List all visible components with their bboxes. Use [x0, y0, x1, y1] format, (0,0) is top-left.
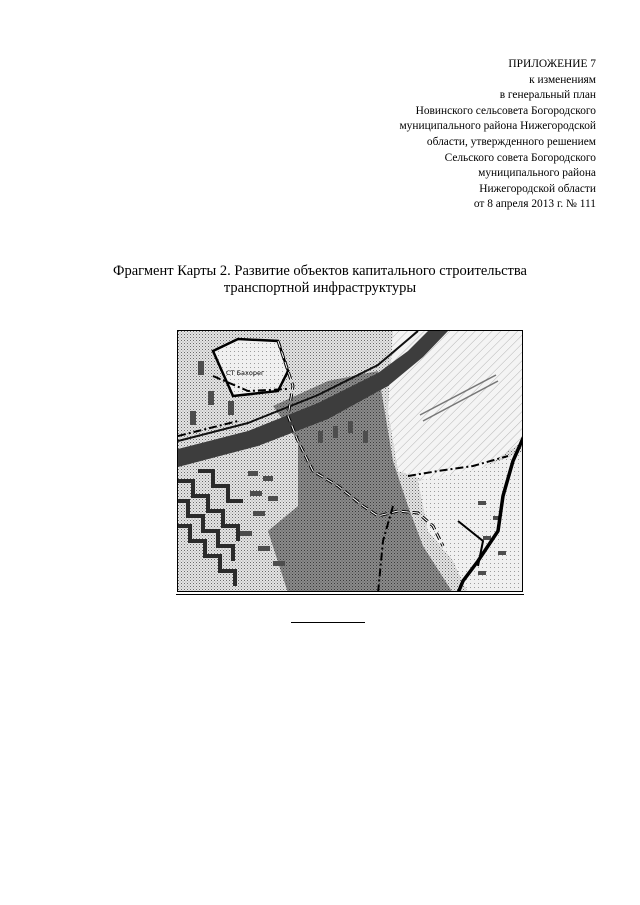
figure-caption: [100, 263, 540, 297]
map-image: [178, 331, 523, 592]
caption-line-1: Фрагмент Карты 2. Развитие объектов капитального строительства: [112, 263, 527, 279]
appendix-line: к изменениям: [529, 73, 596, 86]
appendix-line: Новинского сельсовета Богородского: [415, 104, 596, 117]
appendix-line: области, утвержденного решением: [426, 135, 596, 148]
appendix-line: Сельского совета Богородского: [444, 151, 596, 164]
map-fragment: [177, 330, 523, 592]
appendix-line: муниципального района Нижегородской: [399, 120, 596, 133]
appendix-line: в генеральный план: [499, 89, 596, 102]
appendix-line-title: ПРИЛОЖЕНИЕ 7: [508, 58, 596, 70]
caption-line-2: транспортной инфраструктуры: [223, 280, 417, 296]
footer-rule: [291, 622, 365, 623]
appendix-line-date: от 8 апреля 2013 г. № 111: [473, 198, 596, 211]
appendix-block: [276, 57, 596, 213]
appendix-line: муниципального района: [478, 167, 596, 180]
appendix-line: Нижегородской области: [479, 182, 596, 195]
map-bottom-line: [176, 594, 524, 595]
map-place-label: СТ Бахорег: [226, 369, 265, 377]
